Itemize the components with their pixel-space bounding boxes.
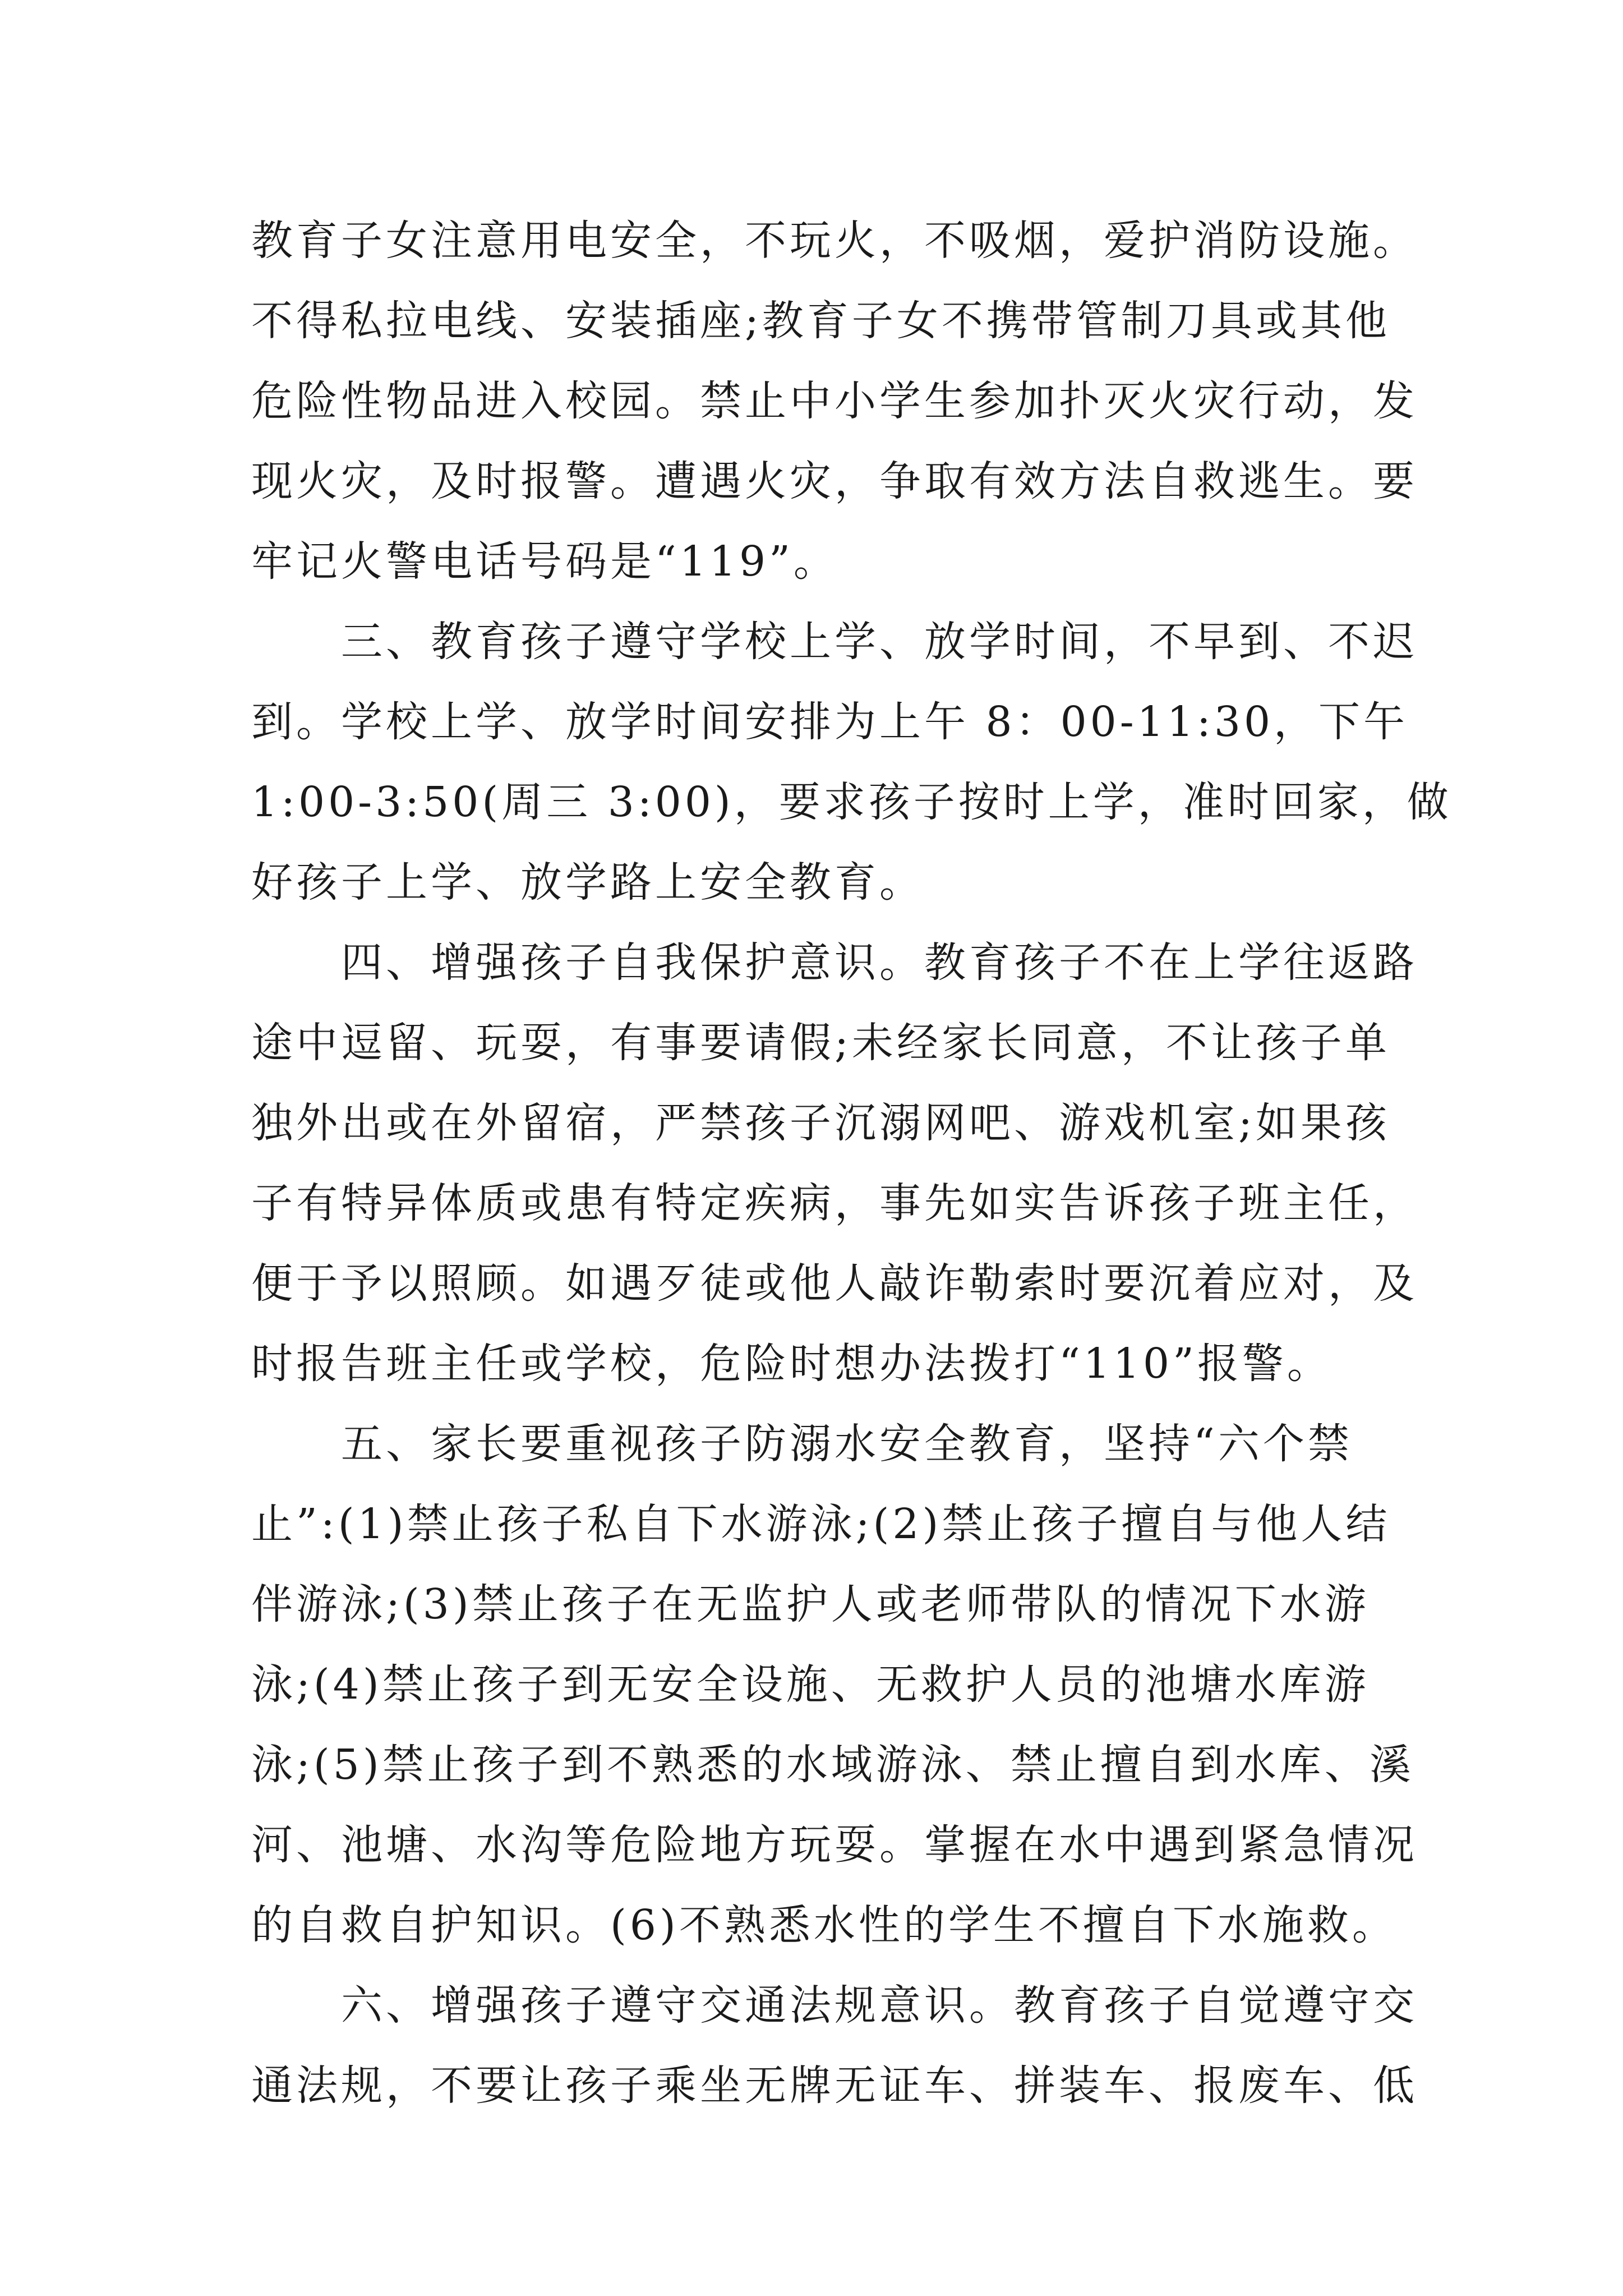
text-line: 三、教育孩子遵守学校上学、放学时间，不早到、不迟: [251, 618, 1418, 666]
text-line: 便于予以照顾。如遇歹徒或他人敲诈勒索时要沉着应对，及: [251, 1259, 1418, 1308]
text-line: 独外出或在外留宿，严禁孩子沉溺网吧、游戏机室;如果孩: [251, 1099, 1390, 1147]
paragraph-school-hours: [251, 602, 1452, 923]
text-line: 通法规，不要让孩子乘坐无牌无证车、拼装车、报废车、低: [251, 2062, 1418, 2110]
text-line: 教育子女注意用电安全，不玩火，不吸烟，爱护消防设施。: [251, 217, 1418, 265]
text-line: 途中逗留、玩耍，有事要请假;未经家长同意，不让孩子单: [251, 1019, 1390, 1067]
text-line: 泳;(4)禁止孩子到无安全设施、无救护人员的池塘水库游: [251, 1660, 1370, 1709]
text-line: 牢记火警电话号码是“119”。: [251, 537, 838, 586]
text-line: 不得私拉电线、安装插座;教育子女不携带管制刀具或其他: [251, 297, 1390, 345]
text-line: 好孩子上学、放学路上安全教育。: [251, 858, 924, 907]
paragraph-self-protection: [251, 923, 1418, 1404]
text-line: 危险性物品进入校园。禁止中小学生参加扑灭火灾行动，发: [251, 377, 1418, 425]
text-line: 伴游泳;(3)禁止孩子在无监护人或老师带队的情况下水游: [251, 1580, 1370, 1628]
document-body: [251, 201, 1452, 2126]
text-line: 六、增强孩子遵守交通法规意识。教育孩子自觉遵守交: [251, 1981, 1418, 2030]
text-line: 到。学校上学、放学时间安排为上午 8：00-11:30，下午: [251, 698, 1409, 746]
paragraph-traffic-safety: [251, 1966, 1418, 2126]
text-line: 河、池塘、水沟等危险地方玩耍。掌握在水中遇到紧急情况: [251, 1821, 1418, 1869]
text-line: 的自救自护知识。(6)不熟悉水性的学生不擅自下水施救。: [251, 1901, 1397, 1949]
paragraph-fire-safety: [251, 201, 1418, 602]
text-line: 时报告班主任或学校，危险时想办法拨打“110”报警。: [251, 1340, 1332, 1388]
text-line: 现火灾，及时报警。遭遇火灾，争取有效方法自救逃生。要: [251, 457, 1418, 505]
text-line: 子有特异体质或患有特定疾病，事先如实告诉孩子班主任，: [251, 1179, 1418, 1227]
text-line: 止”:(1)禁止孩子私自下水游泳;(2)禁止孩子擅自与他人结: [251, 1500, 1391, 1548]
text-line: 四、增强孩子自我保护意识。教育孩子不在上学往返路: [251, 938, 1418, 987]
text-line: 泳;(5)禁止孩子到不熟悉的水域游泳、禁止擅自到水库、溪: [251, 1741, 1414, 1789]
text-line: 1:00-3:50(周三 3:00)，要求孩子按时上学，准时回家，做: [251, 778, 1452, 826]
text-line: 五、家长要重视孩子防溺水安全教育，坚持“六个禁: [251, 1420, 1353, 1468]
paragraph-drowning-prevention: [251, 1404, 1418, 1966]
